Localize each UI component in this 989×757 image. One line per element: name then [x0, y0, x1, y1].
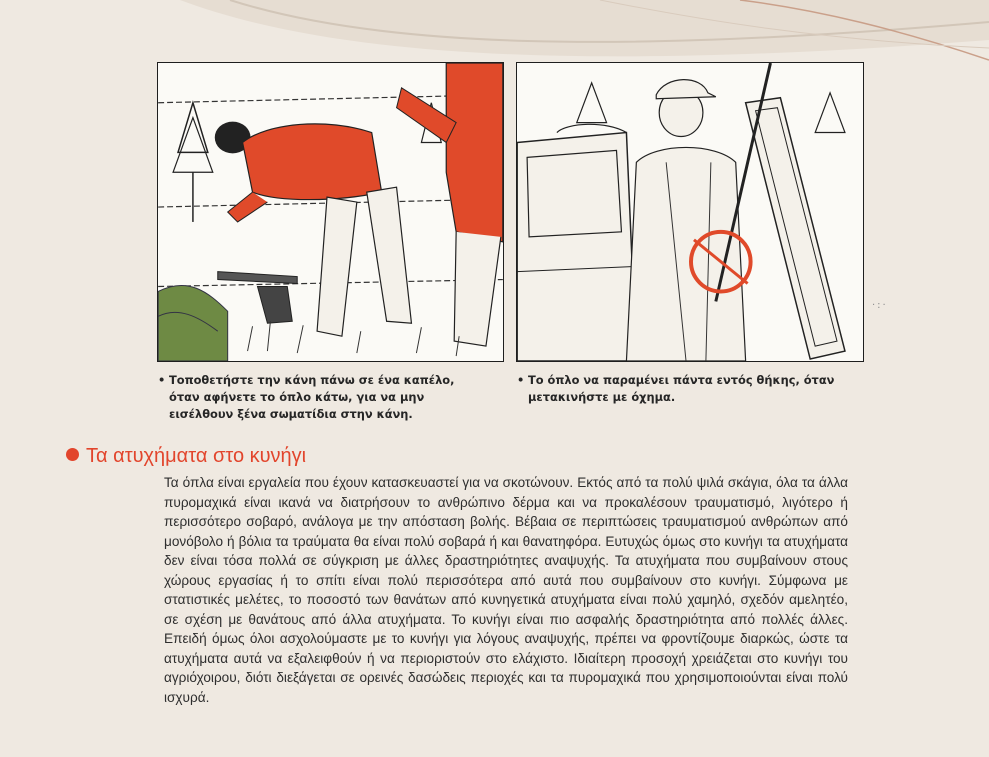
- hunter-crossing-fence-icon: [158, 63, 503, 361]
- section-title-text: Τα ατυχήματα στο κυνήγι: [86, 445, 307, 467]
- section-heading: [66, 445, 306, 468]
- page-blemish: ·:·: [872, 300, 888, 311]
- caption-bullet: •: [517, 373, 525, 387]
- caption-text: Τοποθετήστε την κάνη πάνω σε ένα καπέλο, όταν αφήνετε το όπλο κάτω, για να μην εισέλθουν ξένα σωματίδια στην κάνη.: [169, 373, 455, 421]
- hunter-cased-gun-vehicle-icon: [517, 63, 863, 361]
- bullet-dot-icon: [66, 448, 79, 461]
- caption-bullet: •: [158, 373, 166, 387]
- illustration-fence-crossing: [157, 62, 504, 362]
- illustration-vehicle-gun-case: [516, 62, 864, 362]
- caption-text: Το όπλο να παραμένει πάντα εντός θήκης, όταν μετακινήστε με όχημα.: [528, 373, 835, 404]
- caption-fence: [158, 372, 489, 423]
- section-body: Τα όπλα είναι εργαλεία που έχουν κατασκευαστεί για να σκοτώνουν. Εκτός από τα πολύ ψιλά σκάγια, όλα τα άλλα πυρομαχικά είναι ικανά να διατρήσουν το ανθρώπινο δέρμα και να προκαλέσουν τραυματισμό, λιγότερο ή περισσότερο σοβαρό, ανάλογα με την απόσταση βολής. Βέβαια σε περιπτώσεις τραυματισμού ανθρώπων από μονόβολο ή βόλια τα τραύματα θα είναι πολύ σοβαρά ή και θανατηφόρα. Ευτυχώς όμως στο κυνήγι τα ατυχήματα δεν είναι τόσα πολλά σε σύγκριση με άλλες δραστηριότητες αναψυχής. Τα ατυχήματα που συμβαίνουν στους χώρους εργασίας ή το σπίτι είναι πολύ περισσότερα από αυτά που συμβαίνουν στο κυνήγι. Σύμφωνα με στατιστικές μελέτες, το ποσοστό των θανάτων από κυνηγετικά ατυχήματα είναι πολύ χαμηλό, σχεδόν αμελητέο, σε σχέση με θανάτους από άλλα ατυχήματα. Το κυνήγι είναι πιο ασφαλής δραστηριότητα από πολλές άλλες. Επειδή όμως όλοι ασχολούμαστε με το κυνήγι για λόγους αναψυχής, πρέπει να φροντίζουμε διαρκώς, ώστε τα ατυχήματα αυτά να εξαλειφθούν ή να περιοριστούν στο ελάχιστο. Ιδιαίτερη προσοχή χρειάζεται στο κυνήγι του αγριόχοιρου, διότι διεξάγεται σε ορεινές δασώδεις περιοχές και τα πυρομαχικά που χρησιμοποιούνται είναι πολύ ισχυρά.: [164, 475, 848, 705]
- caption-vehicle: [517, 372, 848, 406]
